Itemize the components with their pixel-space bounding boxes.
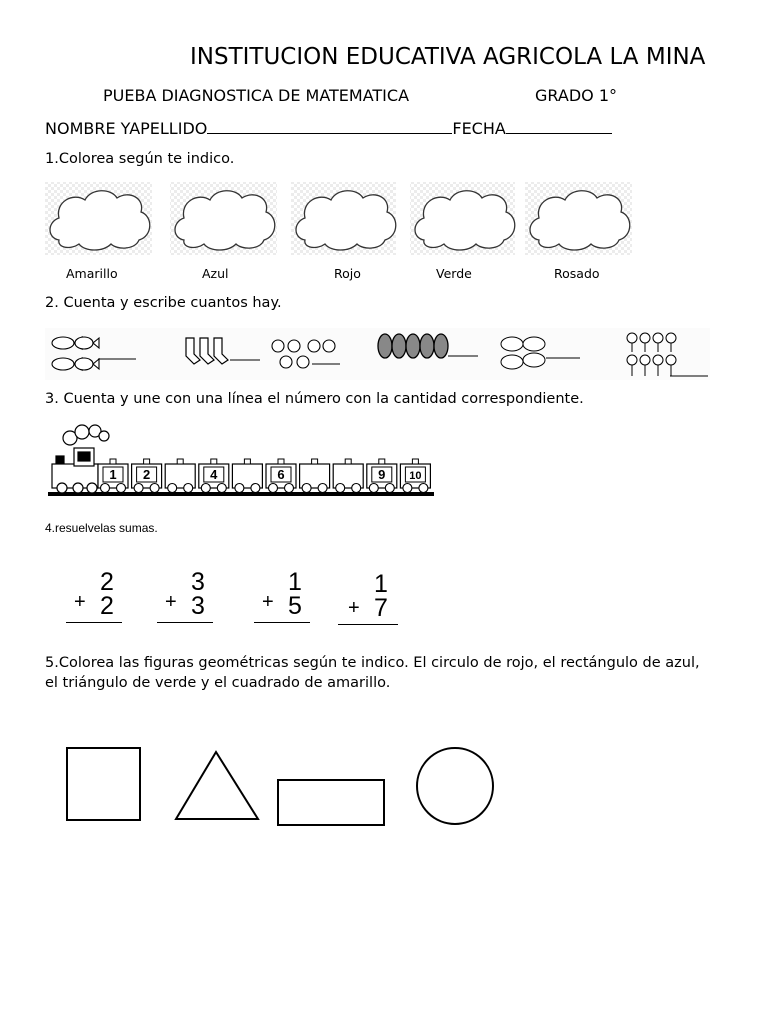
wagon-wheel (184, 484, 193, 493)
wagons (98, 459, 430, 493)
sum-top-number: 1 (374, 570, 388, 598)
sum-4[interactable] (338, 570, 402, 630)
wagon-hook (177, 459, 183, 464)
q3-instruction: 3. Cuenta y une con una línea el número con la cantidad correspondiente. (45, 391, 584, 407)
bead-icon (378, 334, 448, 358)
wagon-wheel (369, 484, 378, 493)
school-name: INSTITUCION EDUCATIVA AGRICOLA LA MINA (190, 44, 706, 70)
sum-bottom-number: 7 (374, 594, 388, 622)
wagon-wheel (302, 484, 311, 493)
sum-2[interactable] (157, 570, 217, 630)
test-title: PUEBA DIAGNOSTICA DE MATEMATICA (103, 86, 410, 105)
wagon-wheel (251, 484, 260, 493)
wagon-wheel (385, 484, 394, 493)
sum-bottom-number: 2 (100, 592, 114, 620)
wagon-number: 2 (142, 467, 151, 482)
wagon-wheel (318, 484, 327, 493)
sum-top-number: 2 (100, 568, 114, 596)
cloud-label: Rosado (554, 266, 600, 281)
wagon-number: 9 (378, 467, 386, 482)
wagon-wheel (150, 484, 159, 493)
plus-sign: + (348, 597, 360, 619)
cloud-label: Amarillo (66, 266, 118, 281)
sum-top-number: 3 (191, 568, 205, 596)
wagon-hook (144, 459, 150, 464)
wagon (232, 459, 262, 493)
wagon-wheel (352, 484, 361, 493)
sum-line (338, 624, 398, 625)
wagon-wheel (235, 484, 244, 493)
cloud-amarillo[interactable] (45, 182, 152, 255)
name-date-line (45, 119, 612, 138)
cloud-label: Verde (436, 266, 472, 281)
cloud-label: Azul (202, 266, 229, 281)
cloud-rosado[interactable] (525, 182, 632, 255)
q2-instruction: 2. Cuenta y escribe cuantos hay. (45, 295, 282, 311)
q5-instruction: 5.Colorea las figuras geométricas según te indico. El circulo de rojo, el rectángulo de azul, el triángulo de verde y el cuadrado de amarillo. (45, 655, 700, 691)
wagon-wheel (101, 484, 110, 493)
q1-instruction: 1.Colorea según te indico. (45, 151, 235, 167)
wagon-wheel (336, 484, 345, 493)
plus-sign: + (74, 591, 86, 613)
cloud-verde[interactable] (410, 182, 515, 255)
wagon-wheel (403, 484, 412, 493)
plus-sign: + (165, 591, 177, 613)
train-illustration (0, 418, 768, 504)
wagon-wheel (134, 484, 143, 493)
wagon (266, 459, 296, 493)
wagon-hook (412, 459, 418, 464)
wagon (165, 459, 195, 493)
square-shape[interactable] (67, 748, 140, 820)
sum-bottom-number: 3 (191, 592, 205, 620)
wagon-wheel (285, 484, 294, 493)
q4-instruction: 4.resuelvelas sumas. (45, 521, 158, 535)
rectangle-shape[interactable] (278, 780, 384, 825)
wagon-wheel (201, 484, 210, 493)
cloud-label: Rojo (334, 266, 361, 281)
wagon-hook (312, 459, 318, 464)
date-label: FECHA (452, 119, 506, 138)
sum-line (66, 622, 122, 623)
sum-line (157, 622, 213, 623)
wagon-number: 6 (277, 467, 285, 482)
wagon (199, 459, 229, 493)
wagon-hook (278, 459, 284, 464)
plus-sign: + (262, 591, 274, 613)
q2-counting-row (0, 326, 768, 384)
wagon (400, 459, 430, 493)
circle-shape[interactable] (417, 748, 493, 824)
wagon (367, 459, 397, 493)
wagon (132, 459, 162, 493)
wagon-number: 10 (409, 470, 422, 482)
wagon-number: 4 (210, 467, 218, 482)
triangle-shape[interactable] (176, 752, 258, 819)
grade-label: GRADO 1° (535, 86, 617, 105)
sum-top-number: 1 (288, 568, 302, 596)
sum-bottom-number: 5 (288, 592, 302, 620)
wagon-wheel (269, 484, 278, 493)
sum-line (254, 622, 310, 623)
cloud-rojo[interactable] (291, 182, 396, 255)
smoke-icon (63, 425, 109, 445)
sum-3[interactable] (254, 570, 314, 630)
wagon (98, 459, 128, 493)
wagon-hook (345, 459, 351, 464)
cloud-azul[interactable] (170, 182, 277, 255)
locomotive-icon (52, 448, 98, 493)
sock-icon (186, 338, 228, 364)
name-label: NOMBRE YAPELLIDO (45, 119, 208, 138)
name-blank[interactable] (207, 119, 452, 134)
shapes-row (0, 735, 768, 835)
wagon-wheel (117, 484, 126, 493)
wagon (300, 459, 330, 493)
wagon-wheel (217, 484, 226, 493)
wagon-hook (244, 459, 250, 464)
wagon-hook (379, 459, 385, 464)
date-blank[interactable] (506, 119, 612, 134)
sum-1[interactable] (66, 570, 126, 630)
q1-clouds (0, 178, 768, 260)
wagon-wheel (419, 484, 428, 493)
wagon-number: 1 (109, 467, 117, 482)
wagon-hook (110, 459, 116, 464)
wagon (333, 459, 363, 493)
wagon-hook (211, 459, 217, 464)
wagon-wheel (168, 484, 177, 493)
